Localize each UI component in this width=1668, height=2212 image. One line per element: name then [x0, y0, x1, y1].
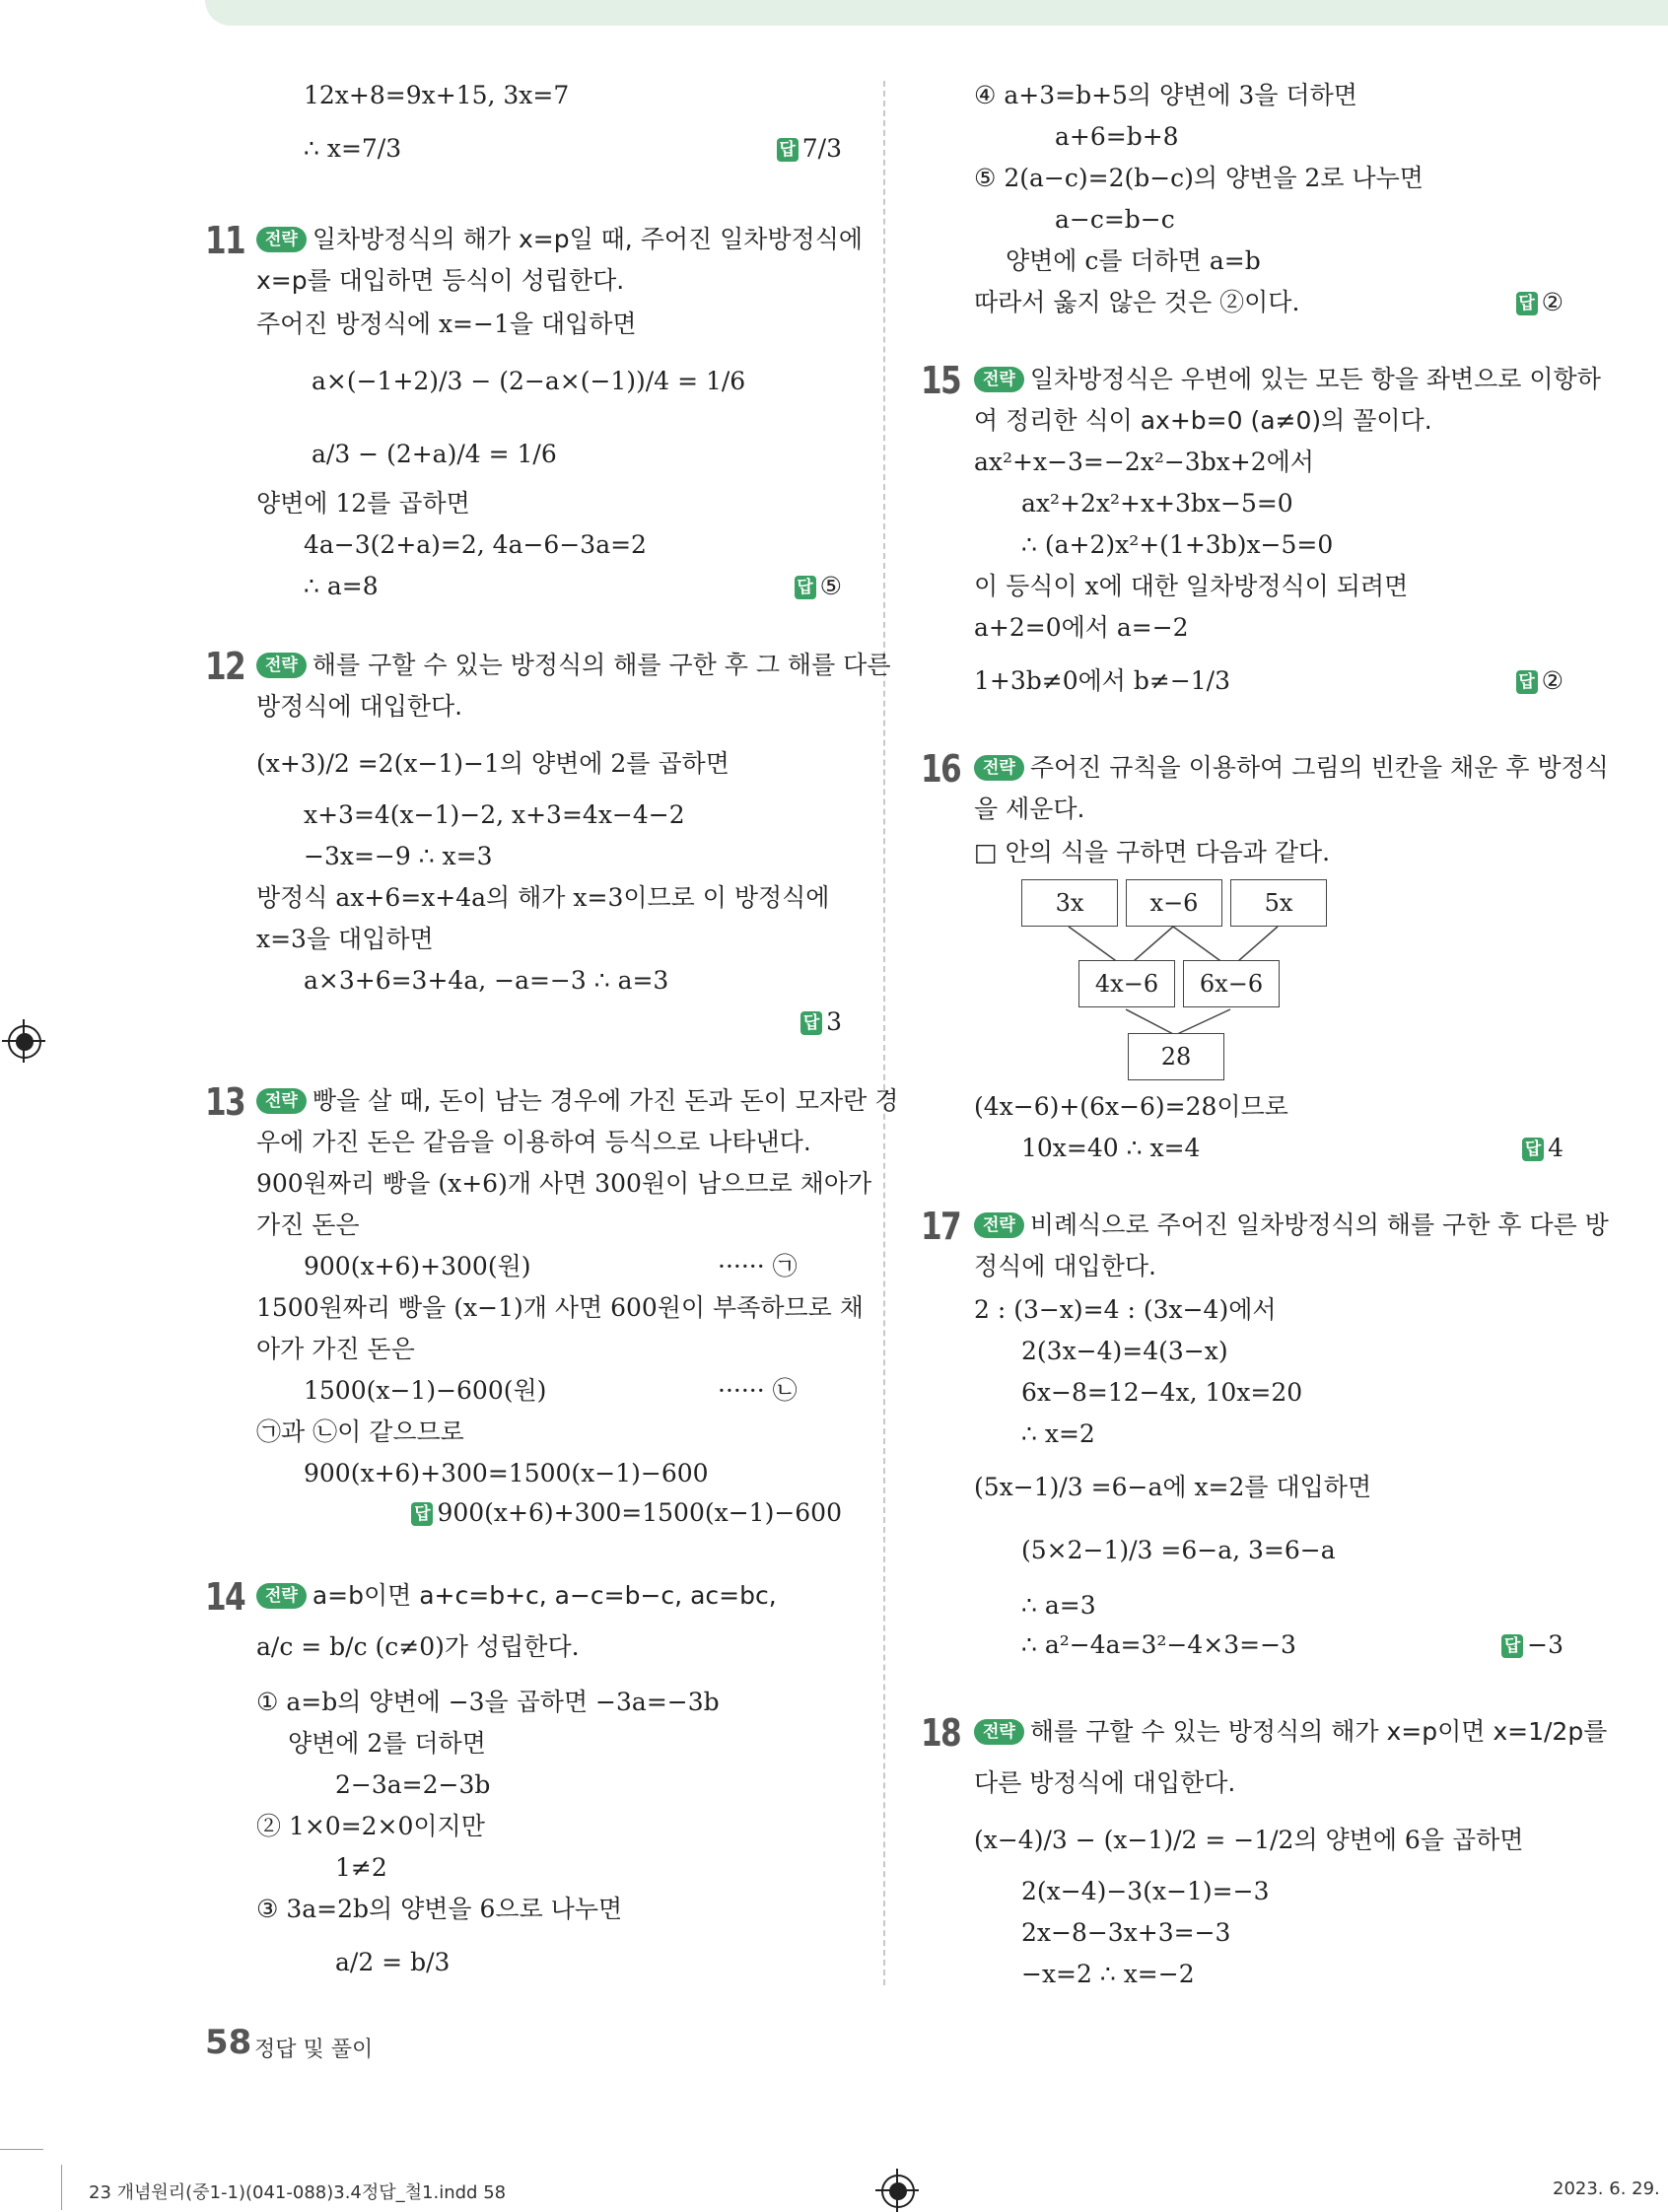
q14-line-4: ② 1×0=2×0이지만 — [256, 1812, 485, 1840]
q14-line-12: 양변에 c를 더하면 a=b — [1006, 246, 1261, 275]
top-color-band — [205, 0, 1668, 26]
q16-number: 16 — [921, 747, 961, 791]
registration-mark-icon — [881, 2175, 915, 2208]
q13-hint-2: 우에 가진 돈은 같음을 이용하여 등식으로 나타낸다. — [256, 1128, 811, 1156]
answer-badge: 답 — [1522, 1138, 1544, 1161]
q17-line-3: 6x−8=12−4x, 10x=20 — [1021, 1378, 1303, 1407]
answer-badge: 답 — [795, 576, 816, 599]
answer-badge: 답 — [1516, 292, 1538, 315]
q14-answer: 답 ② — [1516, 286, 1564, 319]
q16-line-1: □ 안의 식을 구하면 다음과 같다. — [974, 838, 1331, 866]
crop-mark — [0, 2149, 43, 2150]
q10-line-2: ∴ x=7/3 — [304, 134, 402, 163]
q16-line-2: (4x−6)+(6x−6)=28이므로 — [974, 1092, 1288, 1121]
q14-line-13: 따라서 옳지 않은 것은 ②이다. — [974, 288, 1300, 316]
q14-line-10: ⑤ 2(a−c)=2(b−c)의 양변을 2로 나누면 — [974, 164, 1424, 192]
q13-hint: 전략 빵을 살 때, 돈이 남는 경우에 가진 돈과 돈이 모자란 경 — [256, 1084, 898, 1118]
answer-badge: 답 — [1501, 1634, 1523, 1658]
q12-hint: 전략 해를 구할 수 있는 방정식의 해를 구한 후 그 해를 다른 — [256, 649, 890, 682]
q13-line-6: 1500(x−1)−600(원) — [304, 1376, 547, 1405]
q12-answer: 답 3 — [800, 1005, 842, 1039]
q16-hint-2: 을 세운다. — [974, 795, 1085, 823]
q11-line-3: a/3 − (2+a)/4 = 1/6 — [312, 440, 557, 468]
answer-badge: 답 — [777, 138, 799, 162]
q17-line-6: (5×2−1)/3 =6−a, 3=6−a — [1021, 1536, 1336, 1564]
answer-badge: 답 — [1516, 670, 1538, 694]
q12-line-6: a×3+6=3+4a, −a=−3 ∴ a=3 — [304, 966, 669, 995]
q11-line-2: a×(−1+2)/3 − (2−a×(−1))/4 = 1/6 — [312, 367, 746, 395]
diagram-box-mid-1: 4x−6 — [1078, 960, 1175, 1007]
q17-line-8: ∴ a²−4a=3²−4×3=−3 — [1021, 1630, 1296, 1659]
crop-mark — [61, 2165, 62, 2210]
q12-line-4: 방정식 ax+6=x+4a의 해가 x=3이므로 이 방정식에 — [256, 883, 830, 912]
q16-answer: 답 4 — [1522, 1132, 1564, 1165]
q13-marker-2: ······ ㉡ — [718, 1376, 798, 1405]
q14-line-1: ① a=b의 양변에 −3을 곱하면 −3a=−3b — [256, 1688, 720, 1716]
q14-line-6: ③ 3a=2b의 양변을 6으로 나누면 — [256, 1895, 623, 1923]
q16-line-3: 10x=40 ∴ x=4 — [1021, 1134, 1201, 1162]
hint-badge: 전략 — [974, 755, 1024, 781]
q11-hint: 전략 일차방정식의 해가 x=p일 때, 주어진 일차방정식에 — [256, 223, 863, 256]
q17-line-7: ∴ a=3 — [1021, 1591, 1096, 1620]
q14-number: 14 — [205, 1575, 245, 1619]
q18-hint-2: 다른 방정식에 대입한다. — [974, 1768, 1236, 1797]
q14-line-5: 1≠2 — [335, 1853, 387, 1882]
q15-line-3: ∴ (a+2)x²+(1+3b)x−5=0 — [1021, 530, 1334, 559]
q13-line-2: 가진 돈은 — [256, 1210, 360, 1239]
q15-line-4: 이 등식이 x에 대한 일차방정식이 되려면 — [974, 572, 1409, 600]
q18-hint: 전략 해를 구할 수 있는 방정식의 해가 x=p이면 x=1/2p를 — [974, 1715, 1607, 1749]
hint-badge: 전략 — [256, 653, 307, 678]
q11-line-4: 양변에 12를 곱하면 — [256, 489, 470, 518]
q13-answer: 답 900(x+6)+300=1500(x−1)−600 — [411, 1496, 842, 1530]
q18-line-3: 2x−8−3x+3=−3 — [1021, 1918, 1231, 1947]
q11-line-5: 4a−3(2+a)=2, 4a−6−3a=2 — [304, 530, 647, 559]
q13-line-7: ㉠과 ㉡이 같으므로 — [256, 1417, 464, 1446]
q15-line-1: ax²+x−3=−2x²−3bx+2에서 — [974, 448, 1314, 476]
q14-hint-2: a/c = b/c (c≠0)가 성립한다. — [256, 1632, 580, 1661]
q14-line-3: 2−3a=2−3b — [335, 1770, 491, 1799]
q17-line-5: (5x−1)/3 =6−a에 x=2를 대입하면 — [974, 1473, 1372, 1501]
q10-answer: 답 7/3 — [777, 132, 842, 166]
q15-line-5: a+2=0에서 a=−2 — [974, 613, 1189, 642]
q10-line-1: 12x+8=9x+15, 3x=7 — [304, 81, 570, 109]
q12-line-2: x+3=4(x−1)−2, x+3=4x−4−2 — [304, 800, 685, 829]
registration-mark-icon — [8, 1025, 41, 1059]
q15-answer: 답 ② — [1516, 664, 1564, 698]
q11-line-6: ∴ a=8 — [304, 572, 379, 600]
q14-line-11: a−c=b−c — [1055, 205, 1175, 234]
page-title: 정답 및 풀이 — [254, 2038, 374, 2062]
hint-badge: 전략 — [256, 1088, 307, 1114]
page-number: 58 — [205, 2023, 252, 2062]
diagram-box-mid-2: 6x−6 — [1183, 960, 1280, 1007]
diagram-connector — [1175, 1009, 1230, 1035]
q18-number: 18 — [921, 1711, 961, 1755]
q12-line-3: −3x=−9 ∴ x=3 — [304, 842, 493, 870]
diagram-box-top-2: x−6 — [1126, 879, 1222, 927]
diagram-box-bottom: 28 — [1128, 1033, 1224, 1080]
diagram-box-top-1: 3x — [1021, 879, 1118, 927]
q11-line-1: 주어진 방정식에 x=−1을 대입하면 — [256, 310, 637, 338]
q14-line-9: a+6=b+8 — [1055, 122, 1179, 151]
q18-line-2: 2(x−4)−3(x−1)=−3 — [1021, 1877, 1270, 1905]
q13-line-1: 900원짜리 빵을 (x+6)개 사면 300원이 남으므로 채아가 — [256, 1169, 872, 1198]
q13-marker-1: ······ ㉠ — [718, 1252, 798, 1280]
q13-line-8: 900(x+6)+300=1500(x−1)−600 — [304, 1459, 709, 1487]
q14-hint: 전략 a=b이면 a+c=b+c, a−c=b−c, ac=bc, — [256, 1579, 777, 1613]
column-divider — [883, 81, 885, 1985]
q12-hint-2: 방정식에 대입한다. — [256, 692, 463, 721]
diagram-box-top-3: 5x — [1230, 879, 1327, 927]
q14-line-8: ④ a+3=b+5의 양변에 3을 더하면 — [974, 81, 1357, 109]
print-file-info: 23 개념원리(중1-1)(041-088)3.4정답_철1.indd 58 — [89, 2182, 507, 2203]
q17-hint-2: 정식에 대입한다. — [974, 1252, 1156, 1280]
q15-number: 15 — [921, 359, 961, 402]
q17-line-4: ∴ x=2 — [1021, 1419, 1095, 1448]
hint-badge: 전략 — [256, 1583, 307, 1609]
q17-answer: 답 −3 — [1501, 1628, 1564, 1662]
q13-line-4: 1500원짜리 빵을 (x−1)개 사면 600원이 부족하므로 채 — [256, 1293, 864, 1322]
q17-line-1: 2 : (3−x)=4 : (3x−4)에서 — [974, 1295, 1277, 1324]
diagram-connector — [1126, 1009, 1175, 1035]
q18-line-1: (x−4)/3 − (x−1)/2 = −1/2의 양변에 6을 곱하면 — [974, 1826, 1524, 1854]
q17-hint: 전략 비례식으로 주어진 일차방정식의 해를 구한 후 다른 방 — [974, 1209, 1609, 1242]
hint-badge: 전략 — [974, 367, 1024, 392]
answer-badge: 답 — [411, 1502, 433, 1526]
hint-badge: 전략 — [256, 227, 307, 252]
q12-line-5: x=3을 대입하면 — [256, 925, 434, 953]
q15-hint: 전략 일차방정식은 우변에 있는 모든 항을 좌변으로 이항하 — [974, 363, 1601, 396]
q11-number: 11 — [205, 219, 245, 262]
q13-line-5: 아가 가진 돈은 — [256, 1335, 415, 1363]
q11-answer: 답 ⑤ — [795, 570, 842, 603]
q15-line-6: 1+3b≠0에서 b≠−1/3 — [974, 666, 1230, 695]
q15-line-2: ax²+2x²+x+3bx−5=0 — [1021, 489, 1293, 518]
q15-hint-2: 여 정리한 식이 ax+b=0 (a≠0)의 꼴이다. — [974, 406, 1432, 435]
hint-badge: 전략 — [974, 1719, 1024, 1745]
hint-badge: 전략 — [974, 1212, 1024, 1238]
q13-line-3: 900(x+6)+300(원) — [304, 1252, 531, 1280]
print-date: 2023. 6. 29. — [1553, 2178, 1660, 2199]
q11-hint-2: x=p를 대입하면 등식이 성립한다. — [256, 266, 625, 295]
q14-line-2: 양변에 2를 더하면 — [288, 1729, 486, 1758]
q14-line-7: a/2 = b/3 — [335, 1948, 451, 1976]
q18-line-4: −x=2 ∴ x=−2 — [1021, 1960, 1195, 1988]
q16-hint: 전략 주어진 규칙을 이용하여 그림의 빈칸을 채운 후 방정식 — [974, 751, 1609, 785]
q12-number: 12 — [205, 645, 245, 688]
q13-number: 13 — [205, 1080, 245, 1124]
answer-badge: 답 — [800, 1011, 822, 1035]
q17-line-2: 2(3x−4)=4(3−x) — [1021, 1337, 1228, 1365]
q17-number: 17 — [921, 1205, 961, 1248]
q12-line-1: (x+3)/2 =2(x−1)−1의 양변에 2를 곱하면 — [256, 749, 730, 778]
